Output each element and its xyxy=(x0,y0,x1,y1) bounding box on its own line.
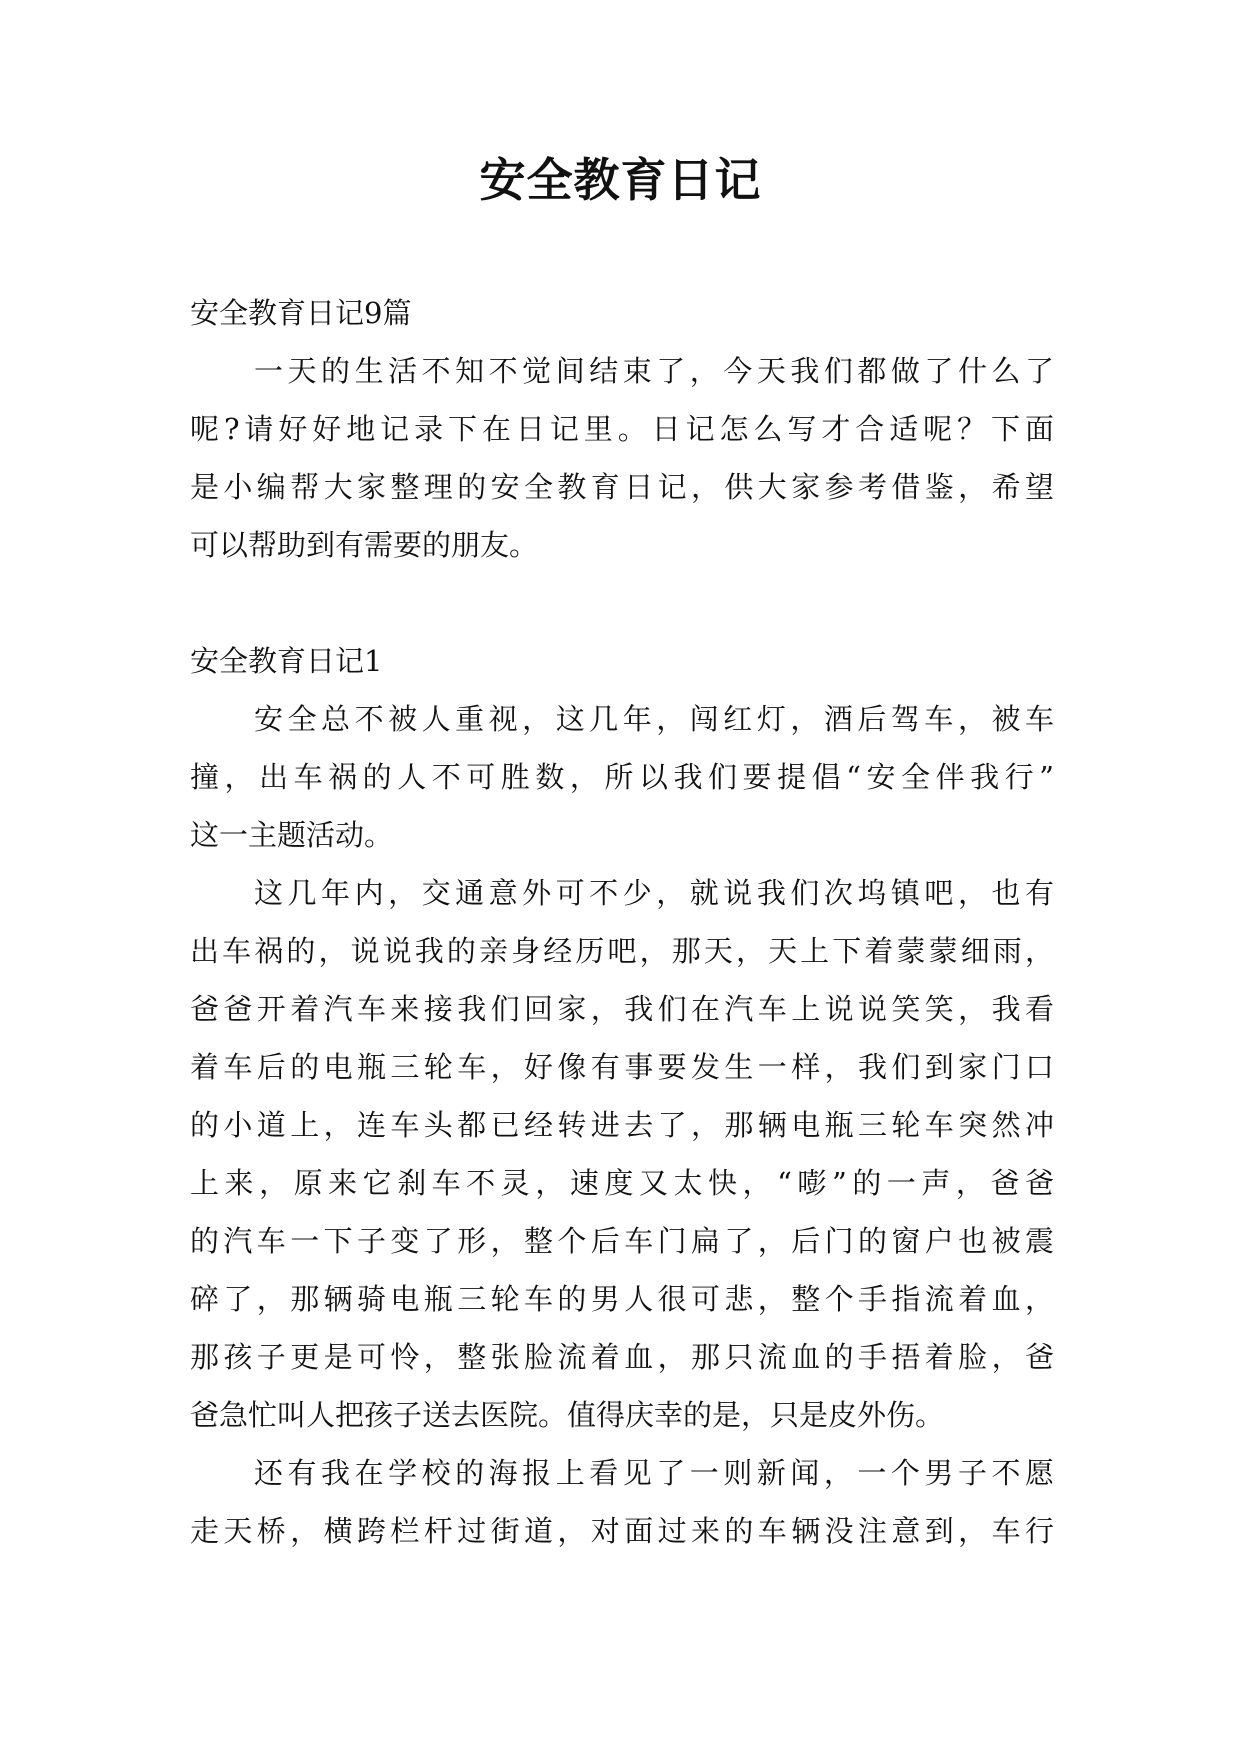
paragraph-line: 那孩子更是可怜，整张脸流着血，那只流血的手捂着脸，爸 xyxy=(190,1340,1054,1374)
paragraph-line: 着车后的电瓶三轮车，好像有事要发生一样，我们到家门口 xyxy=(190,1050,1054,1084)
paragraph-2 xyxy=(190,864,1054,1444)
paragraph-line: 一天的生活不知不觉间结束了，今天我们都做了什么了 xyxy=(254,354,1054,388)
paragraph-3 xyxy=(190,1444,1054,1560)
paragraph-line: 上来，原来它刹车不灵，速度又太快，“嘭”的一声，爸爸 xyxy=(190,1166,1054,1200)
paragraph-1 xyxy=(190,690,1054,864)
paragraph-line: 爸爸开着汽车来接我们回家，我们在汽车上说说笑笑，我看 xyxy=(190,992,1054,1026)
paragraph-line: 这几年内，交通意外可不少，就说我们次坞镇吧，也有 xyxy=(254,876,1054,910)
paragraph-line: 是小编帮大家整理的安全教育日记，供大家参考借鉴，希望 xyxy=(190,470,1054,504)
paragraph-line: 安全总不被人重视，这几年，闯红灯，酒后驾车，被车 xyxy=(254,702,1054,736)
paragraph-line: 还有我在学校的海报上看见了一则新闻，一个男子不愿 xyxy=(254,1456,1054,1490)
paragraph-line: 爸急忙叫人把孩子送去医院。值得庆幸的是，只是皮外伤。 xyxy=(190,1398,945,1432)
paragraph-line: 可以帮助到有需要的朋友。 xyxy=(190,528,539,562)
paragraph-line: 走天桥，横跨栏杆过街道，对面过来的车辆没注意到，车行 xyxy=(190,1514,1054,1548)
section-heading: 安全教育日记1 xyxy=(190,644,383,678)
intro-paragraph xyxy=(190,342,1054,574)
paragraph-line: 呢?请好好地记录下在日记里。日记怎么写才合适呢？下面 xyxy=(190,412,1054,446)
document-body xyxy=(190,284,1054,1560)
paragraph-line: 的小道上，连车头都已经转进去了，那辆电瓶三轮车突然冲 xyxy=(190,1108,1054,1142)
document-title: 安全教育日记 xyxy=(479,153,762,207)
paragraph-line: 撞，出车祸的人不可胜数，所以我们要提倡“安全伴我行” xyxy=(190,760,1054,794)
paragraph-line: 出车祸的，说说我的亲身经历吧，那天，天上下着蒙蒙细雨， xyxy=(190,934,1054,968)
subtitle: 安全教育日记9篇 xyxy=(190,296,412,330)
paragraph-line: 这一主题活动。 xyxy=(190,818,394,852)
spacer xyxy=(190,574,1054,632)
paragraph-line: 碎了，那辆骑电瓶三轮车的男人很可悲，整个手指流着血， xyxy=(190,1282,1054,1316)
paragraph-line: 的汽车一下子变了形，整个后车门扁了，后门的窗户也被震 xyxy=(190,1224,1054,1258)
